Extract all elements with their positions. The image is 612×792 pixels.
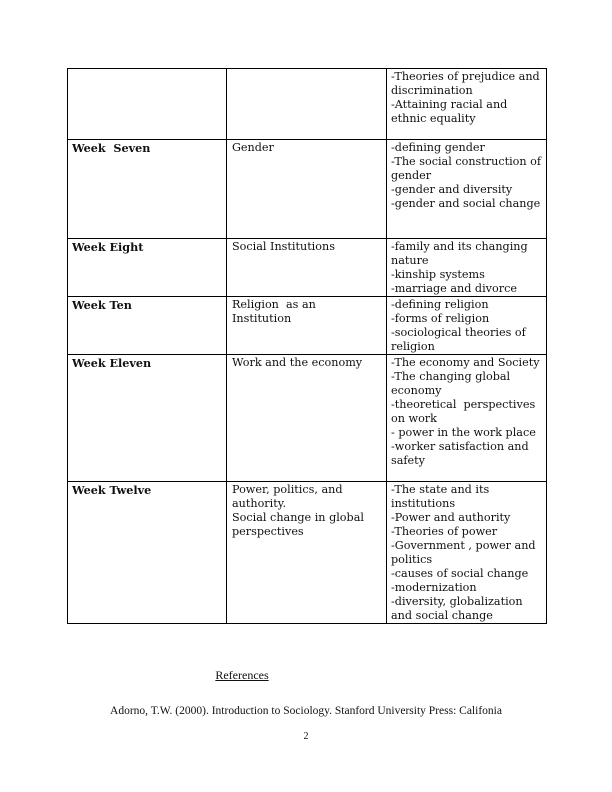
detail-item: -causes of social change — [391, 567, 529, 580]
page-number: 2 — [303, 731, 309, 742]
table-row — [68, 239, 547, 297]
detail-item: -theoretical perspectives on work — [391, 398, 539, 425]
detail-item: -forms of religion — [391, 312, 490, 325]
topic-text: Power, politics, and authority. — [232, 483, 343, 510]
table-row — [68, 297, 547, 355]
week-cell — [68, 482, 227, 624]
week-cell — [68, 69, 227, 140]
course-schedule-table — [67, 68, 547, 624]
details-cell — [387, 297, 547, 355]
detail-item: -The changing global economy — [391, 370, 511, 397]
week-cell — [68, 239, 227, 297]
detail-item: -modernization — [391, 581, 477, 594]
topic-text: Social change in global perspectives — [232, 511, 364, 538]
details-cell — [387, 482, 547, 624]
topic-cell — [227, 140, 387, 239]
topic-cell — [227, 297, 387, 355]
detail-item: -defining religion — [391, 298, 489, 311]
week-cell — [68, 297, 227, 355]
details-cell — [387, 69, 547, 140]
topic-cell — [227, 482, 387, 624]
detail-item: -Attaining racial and ethnic equality — [391, 98, 508, 125]
week-label: Week Seven — [72, 141, 151, 155]
detail-item: -marriage and divorce — [391, 282, 517, 295]
detail-item: -defining gender — [391, 141, 485, 154]
detail-item: -Theories of prejudice and discrimination — [391, 70, 540, 97]
reference-entry: Adorno, T.W. (2000). Introduction to Sociology. Stanford University Press: Califonia — [110, 705, 502, 717]
table-row — [68, 482, 547, 624]
table-row — [68, 355, 547, 482]
references-heading: References — [215, 668, 269, 682]
detail-item: -The social construction of gender — [391, 155, 542, 182]
detail-item: -Power and authority — [391, 511, 511, 524]
week-label: Week Eight — [72, 240, 144, 254]
week-label: Week Twelve — [72, 483, 152, 497]
topic-cell — [227, 69, 387, 140]
detail-item: -family and its changing nature — [391, 240, 528, 267]
topic-text: Social Institutions — [232, 240, 335, 253]
detail-item: -gender and social change — [391, 197, 541, 210]
table-row — [68, 140, 547, 239]
detail-item: -The economy and Society — [391, 356, 540, 369]
topic-cell — [227, 239, 387, 297]
week-cell — [68, 140, 227, 239]
week-label: Week Ten — [72, 298, 132, 312]
detail-item: -worker satisfaction and safety — [391, 440, 529, 467]
detail-item: -sociological theories of religion — [391, 326, 526, 353]
details-cell — [387, 355, 547, 482]
detail-item: -Theories of power — [391, 525, 498, 538]
table-row — [68, 69, 547, 140]
details-cell — [387, 239, 547, 297]
week-cell — [68, 355, 227, 482]
topic-text: Work and the economy — [232, 356, 363, 369]
details-cell — [387, 140, 547, 239]
schedule-body — [68, 69, 547, 624]
detail-item: - power in the work place — [391, 426, 536, 439]
detail-item: -Government , power and politics — [391, 539, 536, 566]
detail-item: -The state and its institutions — [391, 483, 490, 510]
topic-cell — [227, 355, 387, 482]
detail-item: -kinship systems — [391, 268, 485, 281]
topic-text: Religion as an Institution — [232, 298, 320, 325]
topic-text: Gender — [232, 141, 274, 154]
week-label: Week Eleven — [72, 356, 152, 370]
detail-item: -gender and diversity — [391, 183, 513, 196]
detail-item: -diversity, globalization and social change — [391, 595, 523, 622]
